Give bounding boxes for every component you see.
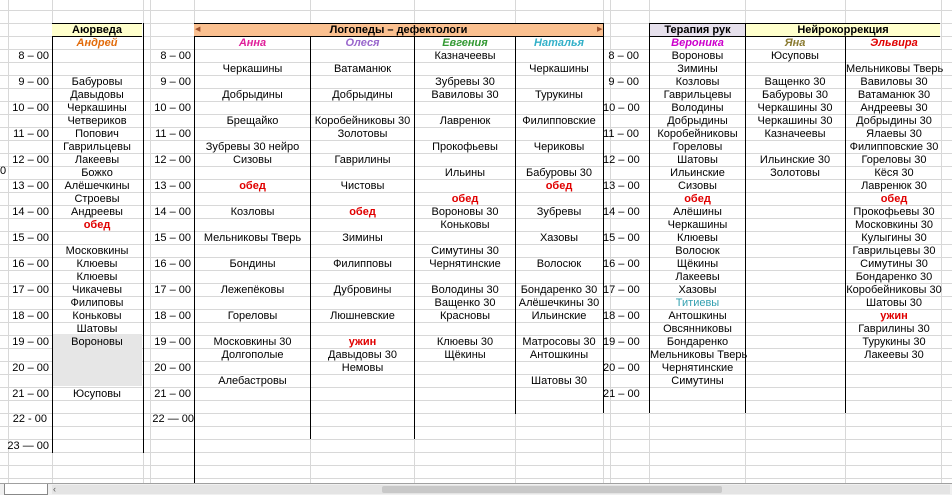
appointment-cell[interactable]: Гореловы 30: [861, 154, 927, 166]
appointment-cell[interactable]: Зимины: [677, 63, 718, 75]
time-label-a[interactable]: 15 – 00: [12, 232, 49, 244]
appointment-cell[interactable]: Прокофьевы 30: [853, 206, 935, 218]
time-label-a[interactable]: 16 – 00: [12, 258, 49, 270]
appointment-cell[interactable]: Клюевы: [76, 258, 118, 270]
cell-left-fragment[interactable]: 0: [0, 165, 7, 177]
appointment-cell[interactable]: Шатовы: [76, 323, 118, 335]
appointment-cell[interactable]: Ильинские 30: [759, 154, 831, 166]
time-label-c[interactable]: 9 – 00: [608, 76, 639, 88]
appointment-cell[interactable]: Бондины: [229, 258, 276, 270]
appointment-cell[interactable]: Филипповы: [333, 258, 392, 270]
appointment-cell[interactable]: Брещайко: [226, 115, 279, 127]
appointment-cell[interactable]: Чикачевы: [71, 284, 122, 296]
time-label-b[interactable]: 8 – 00: [160, 50, 191, 62]
appointment-cell[interactable]: Алёшечкины: [64, 180, 130, 192]
appointment-cell[interactable]: Мельниковы Тверь: [203, 232, 302, 244]
time-label-c[interactable]: 18 – 00: [603, 310, 640, 322]
time-label-a[interactable]: 22 - 00: [12, 413, 47, 425]
appointment-cell[interactable]: Лакеевы: [74, 154, 120, 166]
time-label-a[interactable]: 10 – 00: [12, 102, 49, 114]
appointment-cell[interactable]: Матросовы 30: [522, 336, 596, 348]
appointment-cell[interactable]: Золотовы: [770, 167, 820, 179]
appointment-cell[interactable]: Козловы: [230, 206, 275, 218]
break-cell[interactable]: обед: [684, 193, 711, 205]
header-ayurveda: Аюрведа: [52, 23, 142, 37]
appointment-cell[interactable]: Московкины: [65, 245, 129, 257]
appointment-cell[interactable]: Мельниковы Тверь: [650, 349, 748, 361]
time-label-c[interactable]: 8 – 00: [608, 50, 639, 62]
time-label-a[interactable]: 8 – 00: [18, 50, 49, 62]
time-label-a[interactable]: 23 — 00: [7, 440, 49, 452]
appointment-cell[interactable]: Сизовы: [678, 180, 717, 192]
appointment-cell[interactable]: Черкашины: [67, 102, 127, 114]
time-label-b[interactable]: 14 – 00: [154, 206, 191, 218]
appointment-cell[interactable]: Шатовы 30: [530, 375, 588, 387]
appointment-cell[interactable]: Щёкины: [676, 258, 719, 270]
appointment-cell[interactable]: Черкашины: [222, 63, 283, 75]
time-label-b[interactable]: 11 – 00: [155, 128, 191, 140]
appointment-cell[interactable]: Давыдовы: [70, 89, 124, 101]
appointment-cell[interactable]: Чистовы: [340, 180, 385, 192]
appointment-cell[interactable]: Прокофьевы: [432, 141, 498, 153]
time-label-c[interactable]: 21 – 00: [603, 388, 640, 400]
appointment-cell[interactable]: Алёшечкины 30: [518, 297, 600, 309]
time-label-b[interactable]: 20 – 00: [154, 362, 191, 374]
break-cell[interactable]: обед: [545, 180, 573, 192]
appointment-cell[interactable]: Вороновы 30: [431, 206, 499, 218]
appointment-cell[interactable]: Филиповы: [70, 297, 124, 309]
appointment-cell[interactable]: Чернятинские: [429, 258, 501, 270]
appointment-cell[interactable]: Гаврильцевы: [63, 141, 131, 153]
appointment-cell[interactable]: Зимины: [342, 232, 383, 244]
time-label-a[interactable]: 19 – 00: [12, 336, 49, 348]
appointment-cell[interactable]: Лакеевы 30: [864, 349, 924, 361]
time-label-c[interactable]: 11 – 00: [603, 128, 639, 140]
appointment-cell[interactable]: Гаврилины 30: [858, 323, 930, 335]
appointment-cell[interactable]: Коробейниковы 30: [846, 284, 942, 296]
appointment-cell[interactable]: Черкашины: [529, 63, 589, 75]
time-label-a[interactable]: 18 – 00: [12, 310, 49, 322]
header-terapia-ruk: Терапия рук: [650, 23, 745, 37]
appointment-cell[interactable]: Титиевы: [675, 297, 720, 309]
appointment-cell[interactable]: Ильинские: [670, 167, 725, 179]
appointment-cell[interactable]: Черкашины 30: [757, 102, 833, 114]
appointment-cell[interactable]: Красновы: [439, 310, 491, 322]
appointment-cell[interactable]: Лавренюк 30: [861, 180, 927, 192]
appointment-cell[interactable]: Долгополые: [221, 349, 284, 361]
appointment-cell[interactable]: Коробейниковы 30: [314, 115, 411, 127]
appointment-cell[interactable]: Московкины 30: [854, 219, 934, 231]
appointment-cell[interactable]: Казначеевы: [764, 128, 826, 140]
appointment-cell[interactable]: Филипповские: [522, 115, 596, 127]
appointment-cell[interactable]: Вороновы: [671, 50, 724, 62]
appointment-cell[interactable]: Добрыдины: [667, 115, 728, 127]
time-label-a[interactable]: 20 – 00: [12, 362, 49, 374]
appointment-cell[interactable]: Чернятинские: [661, 362, 734, 374]
break-cell[interactable]: обед: [349, 206, 376, 218]
sheet-bottom-bar: [0, 483, 952, 495]
appointment-cell[interactable]: Бондаренко 30: [520, 284, 598, 296]
break-cell[interactable]: ужин: [880, 310, 908, 322]
appointment-cell[interactable]: Клюевы: [677, 232, 718, 244]
specialist-yana: Яна: [784, 37, 806, 49]
appointment-cell[interactable]: Золотовы: [337, 128, 388, 140]
appointment-cell[interactable]: Зубревы: [536, 206, 582, 218]
specialist-natalya: Наталья: [534, 37, 584, 49]
appointment-cell[interactable]: Коньковы: [440, 219, 490, 231]
appointment-cell[interactable]: Бондаренко: [666, 336, 729, 348]
appointment-cell[interactable]: Володины 30: [431, 284, 499, 296]
time-label-b[interactable]: 18 – 00: [154, 310, 191, 322]
appointment-cell[interactable]: Коробейниковы: [657, 128, 738, 140]
time-label-a[interactable]: 17 – 00: [12, 284, 49, 296]
appointment-cell[interactable]: Добрыдины 30: [856, 115, 932, 127]
break-cell[interactable]: ужин: [348, 336, 377, 348]
appointment-cell[interactable]: Алёшины: [673, 206, 722, 218]
break-cell[interactable]: обед: [880, 193, 908, 205]
appointment-cell[interactable]: Симутины 30: [431, 245, 499, 257]
appointment-cell[interactable]: Ватаманюк 30: [857, 89, 931, 101]
break-cell[interactable]: обед: [83, 219, 111, 231]
specialist-andrey: Андрей: [76, 37, 118, 49]
time-label-b[interactable]: 19 – 00: [154, 336, 191, 348]
time-label-b[interactable]: 21 – 00: [154, 388, 191, 400]
time-label-a[interactable]: 12 – 00: [12, 154, 49, 166]
break-cell[interactable]: обед: [451, 193, 479, 205]
break-cell[interactable]: обед: [239, 180, 266, 192]
specialist-olesya: Олеся: [345, 37, 380, 49]
appointment-cell[interactable]: Коньковы: [72, 310, 122, 322]
appointment-cell[interactable]: Симутины 30: [860, 258, 928, 270]
horizontal-scrollbar[interactable]: [52, 485, 950, 494]
time-label-a[interactable]: 21 – 00: [12, 388, 49, 400]
appointment-cell[interactable]: Дубровины: [333, 284, 392, 296]
appointment-cell[interactable]: Вороновы: [71, 336, 123, 348]
appointment-cell[interactable]: Гореловы: [227, 310, 278, 322]
time-label-c[interactable]: 20 – 00: [603, 362, 640, 374]
appointment-cell[interactable]: Алебастровы: [218, 375, 287, 387]
appointment-cell[interactable]: Андреевы 30: [860, 102, 928, 114]
appointment-cell[interactable]: Сизовы: [233, 154, 272, 166]
appointment-cell[interactable]: Гореловы: [672, 141, 723, 153]
time-label-c[interactable]: 13 – 00: [603, 180, 640, 192]
appointment-cell[interactable]: Черкашины 30: [757, 115, 833, 127]
appointment-cell[interactable]: Бабуровы 30: [525, 167, 593, 179]
appointment-cell[interactable]: Володины: [671, 102, 724, 114]
appointment-cell[interactable]: Ильинские: [531, 310, 587, 322]
appointment-cell[interactable]: Ялаевы 30: [866, 128, 922, 140]
appointment-cell[interactable]: Хазовы: [539, 232, 579, 244]
time-label-c[interactable]: 19 – 00: [603, 336, 640, 348]
appointment-cell[interactable]: Волосюк: [675, 245, 720, 257]
appointment-cell[interactable]: Казначеевы: [434, 50, 496, 62]
appointment-cell[interactable]: Волосюк: [536, 258, 582, 270]
appointment-cell[interactable]: Гаврилины: [334, 154, 391, 166]
appointment-cell[interactable]: Лавренюк: [439, 115, 491, 127]
appointment-cell[interactable]: Бабуровы 30: [761, 89, 829, 101]
appointment-cell[interactable]: Шатовы 30: [865, 297, 923, 309]
specialist-elvira: Эльвира: [870, 37, 918, 49]
appointment-cell[interactable]: Овсянниковы: [663, 323, 732, 335]
specialist-anna: Анна: [238, 37, 267, 49]
appointment-cell[interactable]: Попович: [75, 128, 119, 140]
appointment-cell[interactable]: Добрыдины: [332, 89, 393, 101]
header-logopedy: Логопеды – дефектологи: [194, 23, 603, 37]
scroll-left-arrow-icon[interactable]: ‹: [53, 484, 56, 494]
appointment-cell[interactable]: Кёся 30: [874, 167, 914, 179]
time-label-b[interactable]: 10 – 00: [154, 102, 191, 114]
appointment-cell[interactable]: Гаврильцевы: [663, 89, 732, 101]
appointment-cell[interactable]: Шатовы: [677, 154, 718, 166]
appointment-cell[interactable]: Кулыгины 30: [861, 232, 927, 244]
appointment-cell[interactable]: Четвериков: [67, 115, 127, 127]
appointment-cell[interactable]: Московкины 30: [213, 336, 292, 348]
appointment-cell[interactable]: Гаврильцевы 30: [852, 245, 936, 257]
specialist-veronika: Вероника: [671, 37, 724, 49]
header-neirokorrekciya: Нейрокоррекция: [746, 23, 940, 37]
appointment-cell[interactable]: Ващенко 30: [434, 297, 496, 309]
scrollbar-thumb[interactable]: [382, 486, 722, 493]
appointment-cell[interactable]: Божко: [81, 167, 113, 179]
appointment-cell[interactable]: Лакеевы: [675, 271, 720, 283]
appointment-cell[interactable]: Козловы: [675, 76, 720, 88]
sheet-tab[interactable]: [4, 484, 48, 495]
time-label-a[interactable]: 11 – 00: [13, 128, 49, 140]
time-label-b[interactable]: 16 – 00: [154, 258, 191, 270]
time-label-c[interactable]: 15 – 00: [603, 232, 640, 244]
appointment-cell[interactable]: Строевы: [74, 193, 120, 205]
time-label-c[interactable]: 17 – 00: [603, 284, 640, 296]
appointment-cell[interactable]: Антошкины: [668, 310, 727, 322]
appointment-cell[interactable]: Филипповские 30: [849, 141, 939, 153]
appointment-cell[interactable]: Чериковы: [533, 141, 585, 153]
time-label-b[interactable]: 22 — 00: [152, 413, 194, 425]
appointment-cell[interactable]: Вавиловы 30: [431, 89, 499, 101]
time-label-c[interactable]: 16 – 00: [603, 258, 640, 270]
appointment-cell[interactable]: Щёкины: [444, 349, 486, 361]
appointment-cell[interactable]: Мельниковы Тверь: [846, 63, 944, 75]
time-label-b[interactable]: 12 – 00: [154, 154, 191, 166]
time-label-a[interactable]: 9 – 00: [18, 76, 49, 88]
appointment-cell[interactable]: Клюевы: [76, 271, 118, 283]
appointment-cell[interactable]: Ильины: [444, 167, 486, 179]
time-label-c[interactable]: 10 – 00: [603, 102, 640, 114]
collapse-right-arrow-icon[interactable]: ▶: [597, 26, 603, 33]
time-label-c[interactable]: 14 – 00: [603, 206, 640, 218]
time-label-b[interactable]: 9 – 00: [160, 76, 191, 88]
appointment-cell[interactable]: Клюевы 30: [436, 336, 494, 348]
appointment-cell[interactable]: Вавиловы 30: [860, 76, 928, 88]
time-label-a[interactable]: 14 – 00: [12, 206, 49, 218]
time-label-c[interactable]: 12 – 00: [603, 154, 640, 166]
appointment-cell[interactable]: Зубревы 30 нейро: [205, 141, 300, 153]
appointment-cell[interactable]: Турукины 30: [862, 336, 926, 348]
time-label-b[interactable]: 17 – 00: [154, 284, 191, 296]
appointment-cell[interactable]: Антошкины: [529, 349, 589, 361]
time-label-a[interactable]: 13 – 00: [12, 180, 49, 192]
appointment-cell[interactable]: Немовы: [341, 362, 384, 374]
appointment-cell[interactable]: Симутины: [671, 375, 724, 387]
appointment-cell[interactable]: Ващенко 30: [764, 76, 826, 88]
time-label-b[interactable]: 13 – 00: [154, 180, 191, 192]
appointment-cell[interactable]: Зубревы 30: [435, 76, 495, 88]
appointment-cell[interactable]: Бабуровы: [71, 76, 123, 88]
appointment-cell[interactable]: Добрыдины: [222, 89, 283, 101]
appointment-cell[interactable]: Ватаманюк: [333, 63, 392, 75]
appointment-cell[interactable]: Люшневские: [330, 310, 395, 322]
appointment-cell[interactable]: Андреевы: [71, 206, 123, 218]
appointment-cell[interactable]: Юсуповы: [73, 388, 121, 400]
specialist-evgeniya: Евгения: [442, 37, 488, 49]
appointment-cell[interactable]: Бондаренко 30: [855, 271, 933, 283]
collapse-left-arrow-icon[interactable]: ◀: [195, 26, 201, 33]
appointment-cell[interactable]: Юсуповы: [771, 50, 819, 62]
appointment-cell[interactable]: Лежепёковы: [220, 284, 285, 296]
time-label-b[interactable]: 15 – 00: [154, 232, 191, 244]
appointment-cell[interactable]: Давыдовы 30: [328, 349, 397, 361]
appointment-cell[interactable]: Черкашины: [667, 219, 728, 231]
appointment-cell[interactable]: Турукины: [535, 89, 583, 101]
appointment-cell[interactable]: Хазовы: [678, 284, 717, 296]
